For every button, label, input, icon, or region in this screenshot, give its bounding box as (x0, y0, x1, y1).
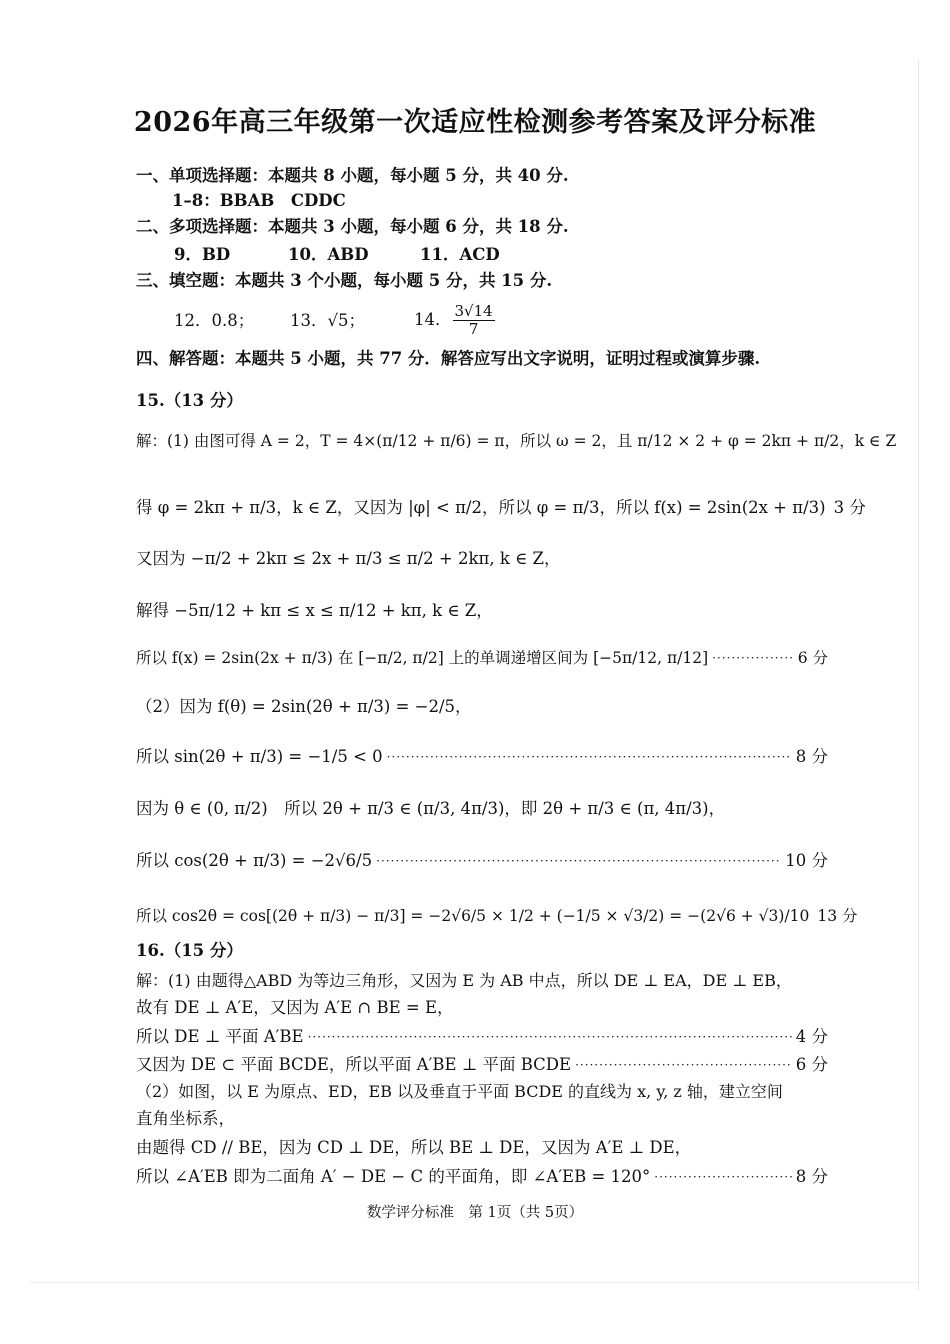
q16-line-4 (136, 1054, 828, 1076)
q15-line-9-text: 所以 cos(2θ + π/3) = −2√6/5 (136, 851, 373, 870)
q16-line-6: 直角坐标系， (136, 1109, 235, 1128)
q16-line-8 (136, 1166, 828, 1188)
q15-line-7-score: 8 分 (795, 747, 828, 766)
leader-dots (575, 1054, 792, 1076)
q15-line-2-text: 得 φ = 2kπ + π/3，k ∈ Z，又因为 |φ| < π/2，所以 φ = π/3，所以 f(x) = 2sin(2x + π/3) (136, 498, 826, 517)
q15-line-2 (136, 497, 866, 519)
answer-14-denominator: 7 (468, 320, 479, 338)
answer-14-label: 14． (414, 310, 452, 329)
q16-line-4-score: 6 分 (795, 1055, 828, 1074)
answer-13-label: 13． (290, 311, 328, 330)
leader-dots (712, 647, 794, 669)
q16-line-5: （2）如图，以 E 为原点、ED，EB 以及垂直于平面 BCDE 的直线为 x, y, z 轴，建立空间 (136, 1082, 783, 1101)
q15-line-5-score: 6 分 (797, 649, 828, 667)
q15-line-5-text: 所以 f(x) = 2sin(2x + π/3) 在 [−π/2, π/2] 上的单调递增区间为 [−5π/12, π/12] (136, 649, 709, 667)
answer-12: 12．0.8； (174, 311, 255, 330)
answer-14-fraction (453, 303, 495, 338)
answer-10: 10．ABD (288, 245, 369, 264)
q15-line-2-score: 3 分 (833, 498, 866, 517)
answer-13 (290, 310, 365, 332)
q16-line-7: 由题得 CD // BE，因为 CD ⊥ DE，所以 BE ⊥ DE，又因为 A′E ⊥ DE， (136, 1138, 692, 1157)
page-footer: 数学评分标准 第 1页（共 5页） (366, 1205, 584, 1221)
leader-dots (376, 850, 781, 872)
q16-line-8-score: 8 分 (795, 1167, 828, 1186)
q16-line-1: 解：(1) 由题得△ABD 为等边三角形，又因为 E 为 AB 中点，所以 DE ⊥ EA，DE ⊥ EB， (136, 971, 792, 990)
q15-line-9 (136, 850, 828, 872)
q15-line-8: 因为 θ ∈ (0, π/2) 所以 2θ + π/3 ∈ (π/3, 4π/3)，即 2θ + π/3 ∈ (π, 4π/3)， (136, 799, 726, 818)
leader-dots (387, 746, 792, 768)
q16-header: 16.（15 分） (136, 941, 243, 960)
q15-line-7-text: 所以 sin(2θ + π/3) = −1/5 < 0 (136, 747, 383, 766)
q16-line-4-text: 又因为 DE ⊂ 平面 BCDE，所以平面 A′BE ⊥ 平面 BCDE (136, 1055, 572, 1074)
q16-line-3-text: 所以 DE ⊥ 平面 A′BE (136, 1027, 304, 1046)
answer-11: 11．ACD (420, 245, 500, 264)
q15-line-3: 又因为 −π/2 + 2kπ ≤ 2x + π/3 ≤ π/2 + 2kπ, k ∈ Z， (136, 549, 561, 568)
q15-line-6: （2）因为 f(θ) = 2sin(2θ + π/3) = −2/5， (136, 697, 472, 716)
page-edge-bottom (30, 1282, 918, 1283)
answer-9: 9．BD (174, 245, 231, 264)
q15-line-10-score: 13 分 (817, 907, 858, 925)
q16-line-3 (136, 1026, 828, 1048)
q16-line-3-score: 4 分 (795, 1027, 828, 1046)
q15-header: 15.（13 分） (136, 391, 243, 410)
q15-line-5 (136, 647, 828, 669)
section-1-header: 一、单项选择题：本题共 8 小题，每小题 5 分，共 40 分. (136, 166, 569, 185)
leader-dots (308, 1026, 792, 1048)
page-edge-right (918, 60, 919, 1290)
q15-line-4: 解得 −5π/12 + kπ ≤ x ≤ π/12 + kπ, k ∈ Z， (136, 601, 493, 620)
q15-line-10-text: 所以 cos2θ = cos[(2θ + π/3) − π/3] = −2√6/5 × 1/2 + (−1/5 × √3/2) = −(2√6 + √3)/10 (136, 907, 810, 925)
leader-dots (654, 1166, 791, 1188)
page-title: 2026年高三年级第一次适应性检测参考答案及评分标准 (133, 107, 817, 138)
answer-14 (414, 300, 496, 340)
q15-line-9-score: 10 分 (785, 851, 828, 870)
q15-line-1: 解：(1) 由图可得 A = 2，T = 4×(π/12 + π/6) = π，所以 ω = 2，且 π/12 × 2 + φ = 2kπ + π/2，k ∈ Z (136, 432, 897, 450)
q15-line-7 (136, 746, 828, 768)
section-2-header: 二、多项选择题：本题共 3 小题，每小题 6 分，共 18 分. (136, 217, 569, 236)
q16-line-8-text: 所以 ∠A′EB 即为二面角 A′ − DE − C 的平面角，即 ∠A′EB = 120° (136, 1167, 651, 1186)
section-4-header: 四、解答题：本题共 5 小题，共 77 分．解答应写出文字说明，证明过程或演算步骤. (136, 349, 761, 368)
q16-line-2: 故有 DE ⊥ A′E，又因为 A′E ∩ BE = E， (136, 998, 454, 1017)
section-1-answers: 1–8：BBAB CDDC (172, 191, 346, 210)
q15-line-10 (136, 905, 858, 927)
answer-14-numerator: 3√14 (454, 302, 493, 320)
answer-13-value: √5； (327, 311, 366, 330)
section-3-header: 三、填空题：本题共 3 个小题，每小题 5 分，共 15 分. (136, 271, 553, 290)
